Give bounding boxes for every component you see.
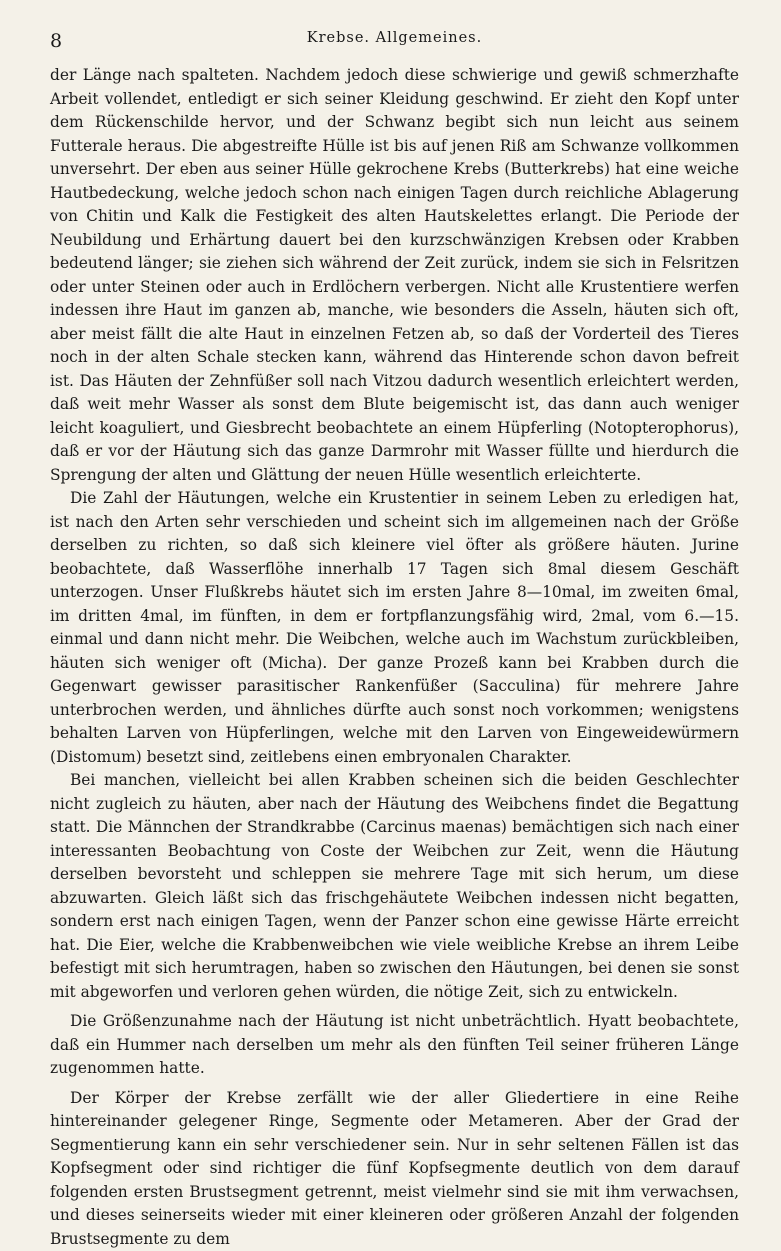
page-number: 8	[50, 30, 290, 52]
paragraph-body-segments: Der Körper der Krebse zerfällt wie der aller Gliedertiere in eine Reihe hintereinander gelegener Ringe, Segmente oder Metameren. Aber der Grad der Segmentierung kann ein sehr verschiedener sein. Nur in sehr seltenen Fällen ist das Kopfsegment oder sind richtiger die fünf Kopfsegmente deutlich von dem darauf folgenden ersten Brustsegment getrennt, meist vielmehr sind sie mit ihm verwachsen, und dieses seinerseits wieder mit einer kleineren oder größeren Anzahl der folgenden Brustsegmente zu dem	[50, 1087, 739, 1251]
paragraph-size-increase: Die Größenzunahme nach der Häutung ist nicht unbeträchtlich. Hyatt beobachtete, daß ein Hummer nach derselben um mehr als den fünften Teil seiner früheren Länge zugenommen hatte.	[50, 1010, 739, 1081]
running-head: Krebse. Allgemeines.	[50, 30, 739, 46]
body-text	[50, 64, 739, 1251]
paragraph-number-of-moltings: Die Zahl der Häutungen, welche ein Krustentier in seinem Leben zu erledigen hat, ist nach den Arten sehr verschieden und scheint sich im allgemeinen nach der Größe derselben zu richten, so daß sich kleinere viel öfter als größere häuten. Jurine beobachtete, daß Wasserflöhe innerhalb 17 Tagen sich 8mal diesem Geschäft unterzogen. Unser Flußkrebs häutet sich im ersten Jahre 8—10mal, im zweiten 6mal, im dritten 4mal, im fünften, in dem er fortpflanzungsfähig wird, 2mal, vom 6.—15. einmal und dann nicht mehr. Die Weibchen, welche auch im Wachstum zurückbleiben, häuten sich weniger oft (Micha). Der ganze Prozeß kann bei Krabben durch die Gegenwart gewisser parasitischer Rankenfüßer (Sacculina) für mehrere Jahre unterbrochen werden, und ähnliches dürfte auch sonst noch vorkommen; wenigstens behalten Larven von Hüpferlingen, welche mit den Larven von Eingeweidewürmern (Distomum) besetzt sind, zeitlebens einen embryonalen Charakter.	[50, 487, 739, 769]
paragraph-crab-mating: Bei manchen, vielleicht bei allen Krabben scheinen sich die beiden Geschlechter nicht zugleich zu häuten, aber nach der Häutung des Weibchens findet die Begattung statt. Die Männchen der Strandkrabbe (Carcinus maenas) bemächtigen sich nach einer interessanten Beobachtung von Coste der Weibchen zur Zeit, wenn die Häutung derselben bevorsteht und schleppen sie mehrere Tage mit sich herum, um diese abzuwarten. Gleich läßt sich das frischgehäutete Weibchen indessen nicht begatten, sondern erst nach einigen Tagen, wenn der Panzer schon eine gewisse Härte erreicht hat. Die Eier, welche die Krabbenweibchen wie viele weibliche Krebse an ihrem Leibe befestigt mit sich herumtragen, haben so zwischen den Häutungen, bei denen sie sonst mit abgeworfen und verloren gehen würden, die nötige Zeit, sich zu entwickeln.	[50, 769, 739, 1004]
page-header	[50, 30, 739, 64]
paragraph-molting-process: der Länge nach spalteten. Nachdem jedoch diese schwierige und gewiß schmerzhafte Arbeit vollendet, entledigt er sich seiner Kleidung geschwind. Er zieht den Kopf unter dem Rückenschilde hervor, und der Schwanz begibt sich nun leicht aus seinem Futterale heraus. Die abgestreifte Hülle ist bis auf jenen Riß am Schwanze vollkommen unversehrt. Der eben aus seiner Hülle gekrochene Krebs (Butterkrebs) hat eine weiche Hautbedeckung, welche jedoch schon nach einigen Tagen durch reichliche Ablagerung von Chitin und Kalk die Festigkeit des alten Hautskelettes erlangt. Die Periode der Neubildung und Erhärtung dauert bei den kurzschwänzigen Krebsen oder Krabben bedeutend länger; sie ziehen sich während der Zeit zurück, indem sie sich in Felsritzen oder unter Steinen oder auch in Erdlöchern verbergen. Nicht alle Krustentiere werfen indessen ihre Haut im ganzen ab, manche, wie besonders die Asseln, häuten sich oft, aber meist fällt die alte Haut in einzelnen Fetzen ab, so daß der Vorderteil des Tieres noch in der alten Schale stecken kann, während das Hinterende schon davon befreit ist. Das Häuten der Zehnfüßer soll nach Vitzou dadurch wesentlich erleichtert werden, daß weit mehr Wasser als sonst dem Blute beigemischt ist, das dann auch weniger leicht koaguliert, und Giesbrecht beobachtete an einem Hüpferling (Notopterophorus), daß er vor der Häutung sich das ganze Darmrohr mit Wasser füllte und hierdurch die Sprengung der alten und Glättung der neuen Hülle wesentlich erleichterte.	[50, 64, 739, 487]
